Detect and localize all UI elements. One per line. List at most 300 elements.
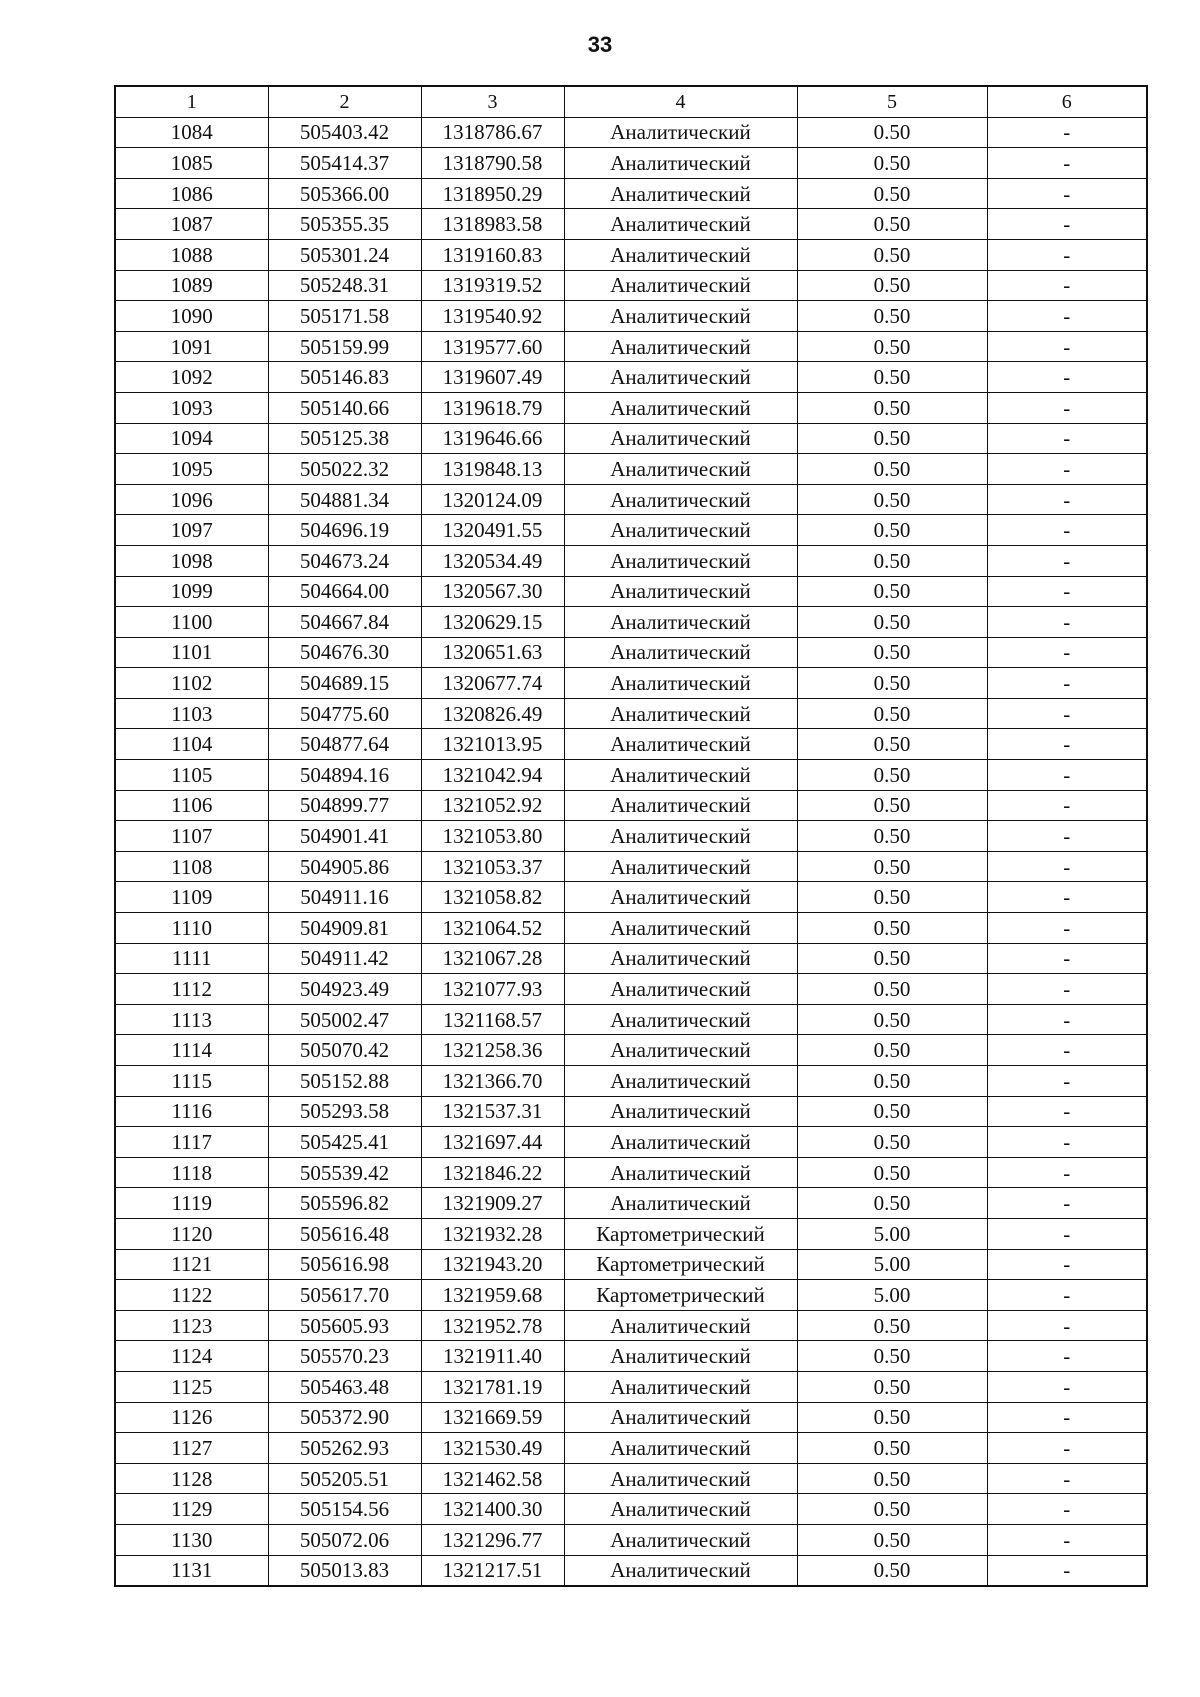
accuracy-cell: 0.50 bbox=[797, 1035, 987, 1066]
accuracy-cell: 0.50 bbox=[797, 576, 987, 607]
table-row bbox=[115, 1494, 1147, 1525]
accuracy-cell: 0.50 bbox=[797, 1494, 987, 1525]
y-coordinate-cell: 1321952.78 bbox=[421, 1310, 564, 1341]
x-coordinate-cell: 504901.41 bbox=[268, 821, 421, 852]
x-coordinate-cell: 505013.83 bbox=[268, 1555, 421, 1586]
point-number-cell: 1115 bbox=[115, 1066, 268, 1097]
method-cell: Аналитический bbox=[564, 607, 797, 638]
note-cell: - bbox=[987, 1371, 1147, 1402]
point-number-cell: 1089 bbox=[115, 270, 268, 301]
accuracy-cell: 0.50 bbox=[797, 515, 987, 546]
table-row bbox=[115, 301, 1147, 332]
accuracy-cell: 0.50 bbox=[797, 362, 987, 393]
method-cell: Аналитический bbox=[564, 117, 797, 148]
y-coordinate-cell: 1320124.09 bbox=[421, 484, 564, 515]
table-row bbox=[115, 729, 1147, 760]
column-header: 1 bbox=[115, 86, 268, 117]
accuracy-cell: 5.00 bbox=[797, 1280, 987, 1311]
method-cell: Аналитический bbox=[564, 1371, 797, 1402]
method-cell: Аналитический bbox=[564, 576, 797, 607]
x-coordinate-cell: 505248.31 bbox=[268, 270, 421, 301]
x-coordinate-cell: 505616.48 bbox=[268, 1218, 421, 1249]
point-number-cell: 1084 bbox=[115, 117, 268, 148]
y-coordinate-cell: 1321366.70 bbox=[421, 1066, 564, 1097]
method-cell: Аналитический bbox=[564, 392, 797, 423]
table-row bbox=[115, 454, 1147, 485]
x-coordinate-cell: 505002.47 bbox=[268, 1004, 421, 1035]
table-row bbox=[115, 1402, 1147, 1433]
accuracy-cell: 0.50 bbox=[797, 331, 987, 362]
note-cell: - bbox=[987, 331, 1147, 362]
note-cell: - bbox=[987, 1218, 1147, 1249]
x-coordinate-cell: 505463.48 bbox=[268, 1371, 421, 1402]
y-coordinate-cell: 1318983.58 bbox=[421, 209, 564, 240]
point-number-cell: 1125 bbox=[115, 1371, 268, 1402]
y-coordinate-cell: 1321400.30 bbox=[421, 1494, 564, 1525]
y-coordinate-cell: 1319319.52 bbox=[421, 270, 564, 301]
y-coordinate-cell: 1321781.19 bbox=[421, 1371, 564, 1402]
method-cell: Аналитический bbox=[564, 239, 797, 270]
point-number-cell: 1099 bbox=[115, 576, 268, 607]
accuracy-cell: 0.50 bbox=[797, 545, 987, 576]
accuracy-cell: 0.50 bbox=[797, 454, 987, 485]
method-cell: Аналитический bbox=[564, 1066, 797, 1097]
note-cell: - bbox=[987, 1066, 1147, 1097]
table-row bbox=[115, 148, 1147, 179]
accuracy-cell: 0.50 bbox=[797, 1188, 987, 1219]
method-cell: Аналитический bbox=[564, 1341, 797, 1372]
note-cell: - bbox=[987, 1524, 1147, 1555]
accuracy-cell: 0.50 bbox=[797, 851, 987, 882]
table-row bbox=[115, 1157, 1147, 1188]
note-cell: - bbox=[987, 1004, 1147, 1035]
table-row bbox=[115, 790, 1147, 821]
accuracy-cell: 0.50 bbox=[797, 1004, 987, 1035]
note-cell: - bbox=[987, 698, 1147, 729]
x-coordinate-cell: 504667.84 bbox=[268, 607, 421, 638]
method-cell: Аналитический bbox=[564, 1555, 797, 1586]
table-row bbox=[115, 913, 1147, 944]
point-number-cell: 1100 bbox=[115, 607, 268, 638]
x-coordinate-cell: 504911.16 bbox=[268, 882, 421, 913]
column-header: 6 bbox=[987, 86, 1147, 117]
y-coordinate-cell: 1321462.58 bbox=[421, 1463, 564, 1494]
y-coordinate-cell: 1321697.44 bbox=[421, 1127, 564, 1158]
y-coordinate-cell: 1321042.94 bbox=[421, 760, 564, 791]
x-coordinate-cell: 505293.58 bbox=[268, 1096, 421, 1127]
method-cell: Аналитический bbox=[564, 1004, 797, 1035]
method-cell: Аналитический bbox=[564, 331, 797, 362]
point-number-cell: 1131 bbox=[115, 1555, 268, 1586]
point-number-cell: 1091 bbox=[115, 331, 268, 362]
table-row bbox=[115, 1127, 1147, 1158]
note-cell: - bbox=[987, 1127, 1147, 1158]
y-coordinate-cell: 1321537.31 bbox=[421, 1096, 564, 1127]
point-number-cell: 1118 bbox=[115, 1157, 268, 1188]
x-coordinate-cell: 505205.51 bbox=[268, 1463, 421, 1494]
point-number-cell: 1119 bbox=[115, 1188, 268, 1219]
table-row bbox=[115, 1341, 1147, 1372]
point-number-cell: 1088 bbox=[115, 239, 268, 270]
note-cell: - bbox=[987, 484, 1147, 515]
note-cell: - bbox=[987, 239, 1147, 270]
table-body bbox=[115, 86, 1147, 1586]
note-cell: - bbox=[987, 1157, 1147, 1188]
x-coordinate-cell: 504894.16 bbox=[268, 760, 421, 791]
table-row bbox=[115, 576, 1147, 607]
table-row bbox=[115, 943, 1147, 974]
method-cell: Аналитический bbox=[564, 729, 797, 760]
coordinates-table bbox=[114, 85, 1148, 1587]
accuracy-cell: 0.50 bbox=[797, 484, 987, 515]
point-number-cell: 1114 bbox=[115, 1035, 268, 1066]
y-coordinate-cell: 1319607.49 bbox=[421, 362, 564, 393]
y-coordinate-cell: 1321911.40 bbox=[421, 1341, 564, 1372]
point-number-cell: 1129 bbox=[115, 1494, 268, 1525]
note-cell: - bbox=[987, 1341, 1147, 1372]
method-cell: Аналитический bbox=[564, 668, 797, 699]
note-cell: - bbox=[987, 1402, 1147, 1433]
method-cell: Аналитический bbox=[564, 1310, 797, 1341]
method-cell: Аналитический bbox=[564, 1188, 797, 1219]
point-number-cell: 1086 bbox=[115, 178, 268, 209]
y-coordinate-cell: 1320677.74 bbox=[421, 668, 564, 699]
note-cell: - bbox=[987, 1310, 1147, 1341]
table-row bbox=[115, 1555, 1147, 1586]
x-coordinate-cell: 504905.86 bbox=[268, 851, 421, 882]
table-row bbox=[115, 1371, 1147, 1402]
table-row bbox=[115, 851, 1147, 882]
method-cell: Аналитический bbox=[564, 545, 797, 576]
y-coordinate-cell: 1319618.79 bbox=[421, 392, 564, 423]
note-cell: - bbox=[987, 148, 1147, 179]
method-cell: Аналитический bbox=[564, 882, 797, 913]
x-coordinate-cell: 504909.81 bbox=[268, 913, 421, 944]
point-number-cell: 1127 bbox=[115, 1433, 268, 1464]
column-header: 4 bbox=[564, 86, 797, 117]
accuracy-cell: 0.50 bbox=[797, 1310, 987, 1341]
x-coordinate-cell: 505159.99 bbox=[268, 331, 421, 362]
table-row bbox=[115, 974, 1147, 1005]
table-row bbox=[115, 1218, 1147, 1249]
method-cell: Аналитический bbox=[564, 851, 797, 882]
method-cell: Аналитический bbox=[564, 1433, 797, 1464]
point-number-cell: 1110 bbox=[115, 913, 268, 944]
y-coordinate-cell: 1321846.22 bbox=[421, 1157, 564, 1188]
method-cell: Аналитический bbox=[564, 943, 797, 974]
x-coordinate-cell: 504877.64 bbox=[268, 729, 421, 760]
y-coordinate-cell: 1318786.67 bbox=[421, 117, 564, 148]
table-row bbox=[115, 1188, 1147, 1219]
x-coordinate-cell: 505070.42 bbox=[268, 1035, 421, 1066]
method-cell: Картометрический bbox=[564, 1280, 797, 1311]
point-number-cell: 1117 bbox=[115, 1127, 268, 1158]
accuracy-cell: 0.50 bbox=[797, 1463, 987, 1494]
x-coordinate-cell: 504676.30 bbox=[268, 637, 421, 668]
point-number-cell: 1106 bbox=[115, 790, 268, 821]
table-row bbox=[115, 392, 1147, 423]
y-coordinate-cell: 1318950.29 bbox=[421, 178, 564, 209]
method-cell: Аналитический bbox=[564, 1402, 797, 1433]
y-coordinate-cell: 1320629.15 bbox=[421, 607, 564, 638]
y-coordinate-cell: 1321064.52 bbox=[421, 913, 564, 944]
x-coordinate-cell: 505617.70 bbox=[268, 1280, 421, 1311]
x-coordinate-cell: 505403.42 bbox=[268, 117, 421, 148]
y-coordinate-cell: 1321052.92 bbox=[421, 790, 564, 821]
method-cell: Аналитический bbox=[564, 1096, 797, 1127]
point-number-cell: 1098 bbox=[115, 545, 268, 576]
point-number-cell: 1105 bbox=[115, 760, 268, 791]
method-cell: Аналитический bbox=[564, 454, 797, 485]
method-cell: Аналитический bbox=[564, 148, 797, 179]
point-number-cell: 1111 bbox=[115, 943, 268, 974]
point-number-cell: 1113 bbox=[115, 1004, 268, 1035]
method-cell: Аналитический bbox=[564, 515, 797, 546]
x-coordinate-cell: 505372.90 bbox=[268, 1402, 421, 1433]
x-coordinate-cell: 505425.41 bbox=[268, 1127, 421, 1158]
table-row bbox=[115, 239, 1147, 270]
method-cell: Аналитический bbox=[564, 209, 797, 240]
y-coordinate-cell: 1319646.66 bbox=[421, 423, 564, 454]
accuracy-cell: 0.50 bbox=[797, 270, 987, 301]
table-row bbox=[115, 1524, 1147, 1555]
note-cell: - bbox=[987, 1463, 1147, 1494]
table-row bbox=[115, 1035, 1147, 1066]
table-row bbox=[115, 760, 1147, 791]
point-number-cell: 1109 bbox=[115, 882, 268, 913]
point-number-cell: 1108 bbox=[115, 851, 268, 882]
accuracy-cell: 0.50 bbox=[797, 637, 987, 668]
table-row bbox=[115, 117, 1147, 148]
table-row bbox=[115, 698, 1147, 729]
table-row bbox=[115, 637, 1147, 668]
x-coordinate-cell: 505072.06 bbox=[268, 1524, 421, 1555]
y-coordinate-cell: 1321258.36 bbox=[421, 1035, 564, 1066]
point-number-cell: 1096 bbox=[115, 484, 268, 515]
column-header: 3 bbox=[421, 86, 564, 117]
y-coordinate-cell: 1321932.28 bbox=[421, 1218, 564, 1249]
accuracy-cell: 0.50 bbox=[797, 607, 987, 638]
note-cell: - bbox=[987, 1555, 1147, 1586]
table-row bbox=[115, 1280, 1147, 1311]
method-cell: Аналитический bbox=[564, 790, 797, 821]
note-cell: - bbox=[987, 729, 1147, 760]
table-row bbox=[115, 821, 1147, 852]
y-coordinate-cell: 1319540.92 bbox=[421, 301, 564, 332]
table-row bbox=[115, 1004, 1147, 1035]
table-row bbox=[115, 423, 1147, 454]
note-cell: - bbox=[987, 913, 1147, 944]
table-row bbox=[115, 1463, 1147, 1494]
note-cell: - bbox=[987, 209, 1147, 240]
x-coordinate-cell: 504923.49 bbox=[268, 974, 421, 1005]
x-coordinate-cell: 505152.88 bbox=[268, 1066, 421, 1097]
y-coordinate-cell: 1320651.63 bbox=[421, 637, 564, 668]
y-coordinate-cell: 1320567.30 bbox=[421, 576, 564, 607]
accuracy-cell: 0.50 bbox=[797, 729, 987, 760]
method-cell: Аналитический bbox=[564, 637, 797, 668]
column-header: 5 bbox=[797, 86, 987, 117]
x-coordinate-cell: 505154.56 bbox=[268, 1494, 421, 1525]
y-coordinate-cell: 1319577.60 bbox=[421, 331, 564, 362]
note-cell: - bbox=[987, 454, 1147, 485]
x-coordinate-cell: 504775.60 bbox=[268, 698, 421, 729]
y-coordinate-cell: 1321296.77 bbox=[421, 1524, 564, 1555]
point-number-cell: 1103 bbox=[115, 698, 268, 729]
table-row bbox=[115, 331, 1147, 362]
note-cell: - bbox=[987, 882, 1147, 913]
method-cell: Аналитический bbox=[564, 913, 797, 944]
point-number-cell: 1104 bbox=[115, 729, 268, 760]
note-cell: - bbox=[987, 545, 1147, 576]
note-cell: - bbox=[987, 607, 1147, 638]
y-coordinate-cell: 1321217.51 bbox=[421, 1555, 564, 1586]
x-coordinate-cell: 505301.24 bbox=[268, 239, 421, 270]
accuracy-cell: 0.50 bbox=[797, 790, 987, 821]
accuracy-cell: 0.50 bbox=[797, 117, 987, 148]
point-number-cell: 1130 bbox=[115, 1524, 268, 1555]
note-cell: - bbox=[987, 362, 1147, 393]
note-cell: - bbox=[987, 851, 1147, 882]
method-cell: Аналитический bbox=[564, 1157, 797, 1188]
x-coordinate-cell: 505570.23 bbox=[268, 1341, 421, 1372]
accuracy-cell: 0.50 bbox=[797, 760, 987, 791]
method-cell: Аналитический bbox=[564, 1494, 797, 1525]
accuracy-cell: 0.50 bbox=[797, 1433, 987, 1464]
point-number-cell: 1112 bbox=[115, 974, 268, 1005]
table-row bbox=[115, 1310, 1147, 1341]
x-coordinate-cell: 505146.83 bbox=[268, 362, 421, 393]
accuracy-cell: 0.50 bbox=[797, 392, 987, 423]
note-cell: - bbox=[987, 790, 1147, 821]
point-number-cell: 1093 bbox=[115, 392, 268, 423]
x-coordinate-cell: 504881.34 bbox=[268, 484, 421, 515]
point-number-cell: 1094 bbox=[115, 423, 268, 454]
accuracy-cell: 0.50 bbox=[797, 913, 987, 944]
y-coordinate-cell: 1320491.55 bbox=[421, 515, 564, 546]
y-coordinate-cell: 1318790.58 bbox=[421, 148, 564, 179]
accuracy-cell: 0.50 bbox=[797, 1524, 987, 1555]
point-number-cell: 1101 bbox=[115, 637, 268, 668]
note-cell: - bbox=[987, 943, 1147, 974]
method-cell: Аналитический bbox=[564, 1035, 797, 1066]
y-coordinate-cell: 1321053.80 bbox=[421, 821, 564, 852]
y-coordinate-cell: 1321168.57 bbox=[421, 1004, 564, 1035]
accuracy-cell: 0.50 bbox=[797, 882, 987, 913]
method-cell: Аналитический bbox=[564, 178, 797, 209]
y-coordinate-cell: 1319160.83 bbox=[421, 239, 564, 270]
x-coordinate-cell: 504696.19 bbox=[268, 515, 421, 546]
note-cell: - bbox=[987, 576, 1147, 607]
point-number-cell: 1102 bbox=[115, 668, 268, 699]
point-number-cell: 1123 bbox=[115, 1310, 268, 1341]
method-cell: Аналитический bbox=[564, 1524, 797, 1555]
method-cell: Аналитический bbox=[564, 362, 797, 393]
y-coordinate-cell: 1321909.27 bbox=[421, 1188, 564, 1219]
page-number: 33 bbox=[587, 32, 613, 57]
accuracy-cell: 0.50 bbox=[797, 178, 987, 209]
method-cell: Аналитический bbox=[564, 1127, 797, 1158]
x-coordinate-cell: 505366.00 bbox=[268, 178, 421, 209]
table-row bbox=[115, 1249, 1147, 1280]
x-coordinate-cell: 505355.35 bbox=[268, 209, 421, 240]
method-cell: Аналитический bbox=[564, 423, 797, 454]
accuracy-cell: 0.50 bbox=[797, 1127, 987, 1158]
x-coordinate-cell: 505616.98 bbox=[268, 1249, 421, 1280]
table-row bbox=[115, 1066, 1147, 1097]
table-row bbox=[115, 484, 1147, 515]
accuracy-cell: 0.50 bbox=[797, 821, 987, 852]
y-coordinate-cell: 1321943.20 bbox=[421, 1249, 564, 1280]
table-row bbox=[115, 209, 1147, 240]
y-coordinate-cell: 1321669.59 bbox=[421, 1402, 564, 1433]
point-number-cell: 1087 bbox=[115, 209, 268, 240]
method-cell: Аналитический bbox=[564, 974, 797, 1005]
note-cell: - bbox=[987, 1249, 1147, 1280]
accuracy-cell: 5.00 bbox=[797, 1218, 987, 1249]
point-number-cell: 1097 bbox=[115, 515, 268, 546]
accuracy-cell: 0.50 bbox=[797, 148, 987, 179]
point-number-cell: 1092 bbox=[115, 362, 268, 393]
method-cell: Аналитический bbox=[564, 301, 797, 332]
y-coordinate-cell: 1321077.93 bbox=[421, 974, 564, 1005]
note-cell: - bbox=[987, 821, 1147, 852]
point-number-cell: 1124 bbox=[115, 1341, 268, 1372]
point-number-cell: 1090 bbox=[115, 301, 268, 332]
accuracy-cell: 0.50 bbox=[797, 943, 987, 974]
method-cell: Аналитический bbox=[564, 821, 797, 852]
accuracy-cell: 0.50 bbox=[797, 423, 987, 454]
column-header: 2 bbox=[268, 86, 421, 117]
method-cell: Аналитический bbox=[564, 698, 797, 729]
y-coordinate-cell: 1321013.95 bbox=[421, 729, 564, 760]
table-row bbox=[115, 607, 1147, 638]
x-coordinate-cell: 505022.32 bbox=[268, 454, 421, 485]
table-row bbox=[115, 668, 1147, 699]
accuracy-cell: 0.50 bbox=[797, 974, 987, 1005]
note-cell: - bbox=[987, 668, 1147, 699]
table-row bbox=[115, 362, 1147, 393]
point-number-cell: 1122 bbox=[115, 1280, 268, 1311]
table-row bbox=[115, 1096, 1147, 1127]
x-coordinate-cell: 505262.93 bbox=[268, 1433, 421, 1464]
accuracy-cell: 0.50 bbox=[797, 301, 987, 332]
note-cell: - bbox=[987, 117, 1147, 148]
method-cell: Аналитический bbox=[564, 1463, 797, 1494]
method-cell: Аналитический bbox=[564, 270, 797, 301]
accuracy-cell: 0.50 bbox=[797, 209, 987, 240]
y-coordinate-cell: 1321530.49 bbox=[421, 1433, 564, 1464]
point-number-cell: 1095 bbox=[115, 454, 268, 485]
point-number-cell: 1128 bbox=[115, 1463, 268, 1494]
note-cell: - bbox=[987, 760, 1147, 791]
accuracy-cell: 0.50 bbox=[797, 1157, 987, 1188]
accuracy-cell: 0.50 bbox=[797, 239, 987, 270]
note-cell: - bbox=[987, 1494, 1147, 1525]
accuracy-cell: 0.50 bbox=[797, 1402, 987, 1433]
method-cell: Аналитический bbox=[564, 760, 797, 791]
y-coordinate-cell: 1319848.13 bbox=[421, 454, 564, 485]
x-coordinate-cell: 505605.93 bbox=[268, 1310, 421, 1341]
note-cell: - bbox=[987, 1280, 1147, 1311]
accuracy-cell: 0.50 bbox=[797, 1066, 987, 1097]
x-coordinate-cell: 504689.15 bbox=[268, 668, 421, 699]
note-cell: - bbox=[987, 392, 1147, 423]
method-cell: Картометрический bbox=[564, 1249, 797, 1280]
note-cell: - bbox=[987, 1035, 1147, 1066]
note-cell: - bbox=[987, 301, 1147, 332]
y-coordinate-cell: 1321053.37 bbox=[421, 851, 564, 882]
